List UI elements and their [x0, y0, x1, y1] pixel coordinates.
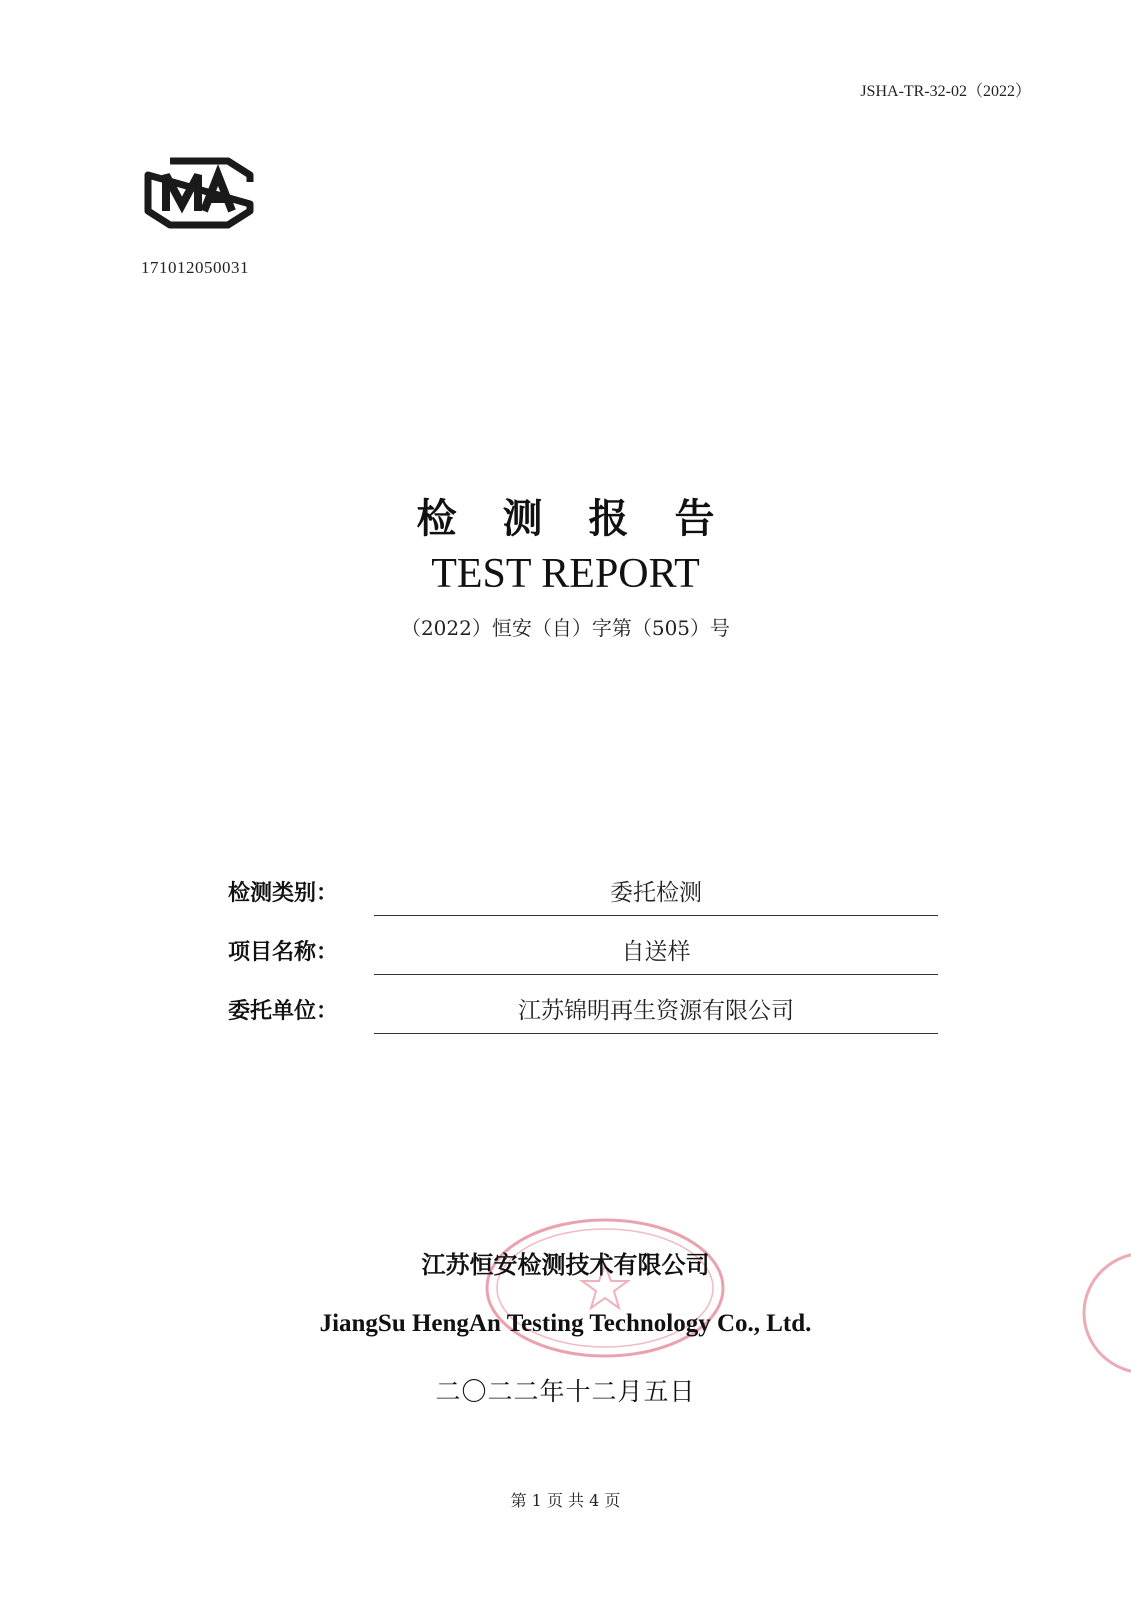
- underline: [374, 1033, 938, 1034]
- company-seal: [480, 1213, 730, 1363]
- company-name-en: JiangSu HengAn Testing Technology Co., Ltd.: [319, 1310, 812, 1337]
- info-label: 委托单位：: [228, 999, 339, 1024]
- page-number: 第 1 页 共 4 页: [510, 1491, 621, 1510]
- info-value: 江苏锦明再生资源有限公司: [518, 998, 794, 1024]
- document-code: JSHA-TR-32-02（2022）: [860, 83, 1031, 100]
- info-value: 委托检测: [610, 880, 702, 906]
- info-row-test-type: [228, 864, 938, 924]
- info-value: 自送样: [621, 939, 691, 965]
- cma-logo: [138, 155, 260, 231]
- company-name-cn: 江苏恒安检测技术有限公司: [421, 1251, 710, 1279]
- report-number: （2022）恒安（自）字第（505）号: [400, 616, 731, 640]
- info-label: 检测类别：: [228, 881, 339, 906]
- report-date: 二〇二二年十二月五日: [435, 1377, 696, 1406]
- info-row-client: [228, 982, 938, 1042]
- info-label: 项目名称：: [228, 940, 339, 965]
- underline: [374, 974, 938, 975]
- underline: [374, 915, 938, 916]
- report-title-en: TEST REPORT: [431, 551, 700, 597]
- report-title-cn: 检测报告: [416, 496, 761, 542]
- info-row-project-name: [228, 923, 938, 983]
- cma-certificate-number: 171012050031: [141, 258, 249, 277]
